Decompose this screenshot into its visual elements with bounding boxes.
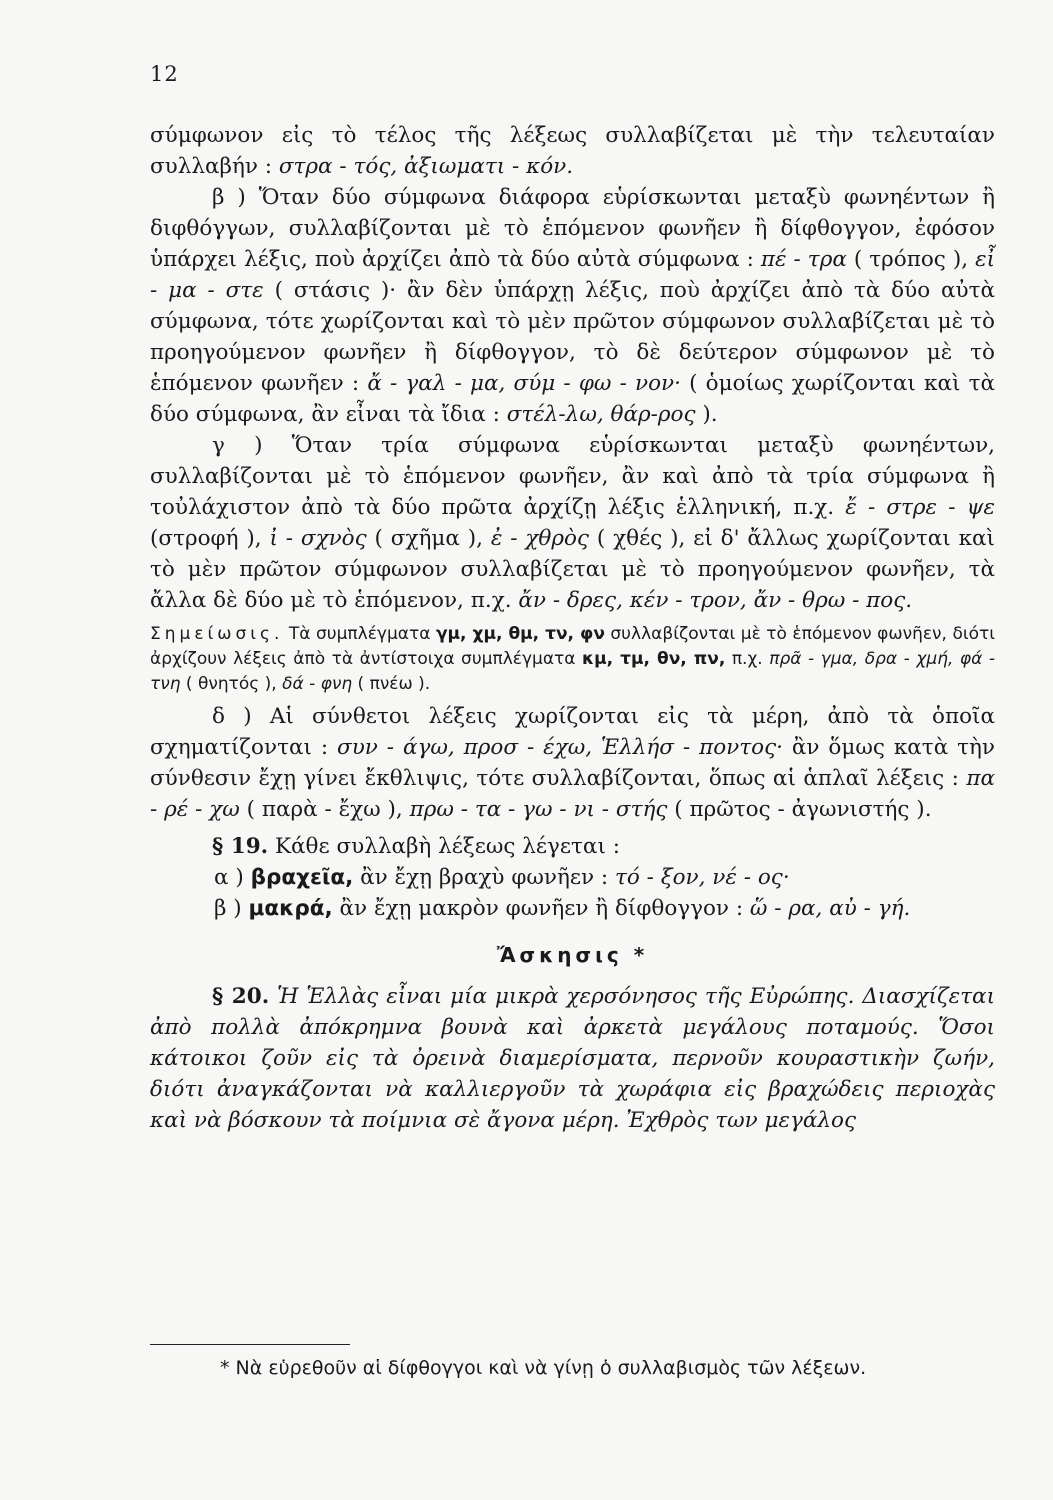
item-prefix: β ): [214, 896, 249, 921]
text-run: ἂν ἔχῃ βραχὺ φωνῆεν :: [353, 865, 615, 890]
text-run: ( στάσις )· ἂν δὲν ὑπάρχῃ λέξις, ποὺ ἀρχίζει ἀπὸ τὰ δύο αὐτὰ σύμφωνα, τότε χωρίζονται καὶ τὸ μὲν πρῶτον σύμφωνον συλλαβίζεται μὲ τὸ προηγούμενον φωνῆεν ἢ δίφθογγον, τὸ δὲ δεύτερον σύμφωνον μὲ τὸ ἑπόμενον φωνῆεν :: [150, 278, 995, 396]
text-run: σύμφωνον εἰς τὸ τέλος τῆς λέξεως συλλαβίζεται μὲ τὴν τελευταίαν συλλαβήν :: [150, 123, 995, 179]
example: ἔ - στρε - ψε: [845, 495, 995, 520]
clusters: κμ, τμ, θν, πν,: [582, 649, 726, 669]
text-run: ἂν ὅμως κατὰ τὴν σύνθεσιν ἔχῃ γίνει ἔκθλιψις, τότε συλλαβίζονται, ὅπως αἱ ἁπλαῖ λέξεις :: [150, 735, 995, 791]
term: μακρά,: [248, 896, 333, 921]
text-run: ( ὁμοίως χωρίζονται καὶ τὰ δύο σύμφωνα, ἂν εἶναι τὰ ἴδια :: [150, 371, 995, 427]
example: ὥ - ρα, αὐ - γή.: [749, 896, 911, 921]
text-run: ( πνέω ).: [352, 674, 431, 694]
text-run: ( παρὰ - ἔχω ),: [239, 797, 410, 822]
paragraph-1: [150, 120, 995, 182]
paragraph-delta: [150, 701, 995, 825]
text-run: ( χθές ), εἰ δ' ἄλλως χωρίζονται καὶ τὸ μὲν πρῶτον σύμφωνον συλλαβίζεται μὲ τὸ προηγούμενον φωνῆεν, τὰ ἄλλα δὲ δύο μὲ τὸ ἑπόμενον, π.χ.: [150, 526, 995, 613]
text-run: Ἡ Ἑλλὰς εἶναι μία μικρὰ χερσόνησος τῆς Εὐρώπης. Διασχίζεται ἀπὸ πολλὰ ἀπόκρημνα βουνὰ καὶ ἀρκετὰ μεγάλους ποταμούς. Ὅσοι κάτοικοι ζοῦν εἰς τὰ ὀρεινὰ διαμερίσματα, περνοῦν κουραστικὴν ζωήν, διότι ἀναγκάζονται νὰ καλλιεργοῦν τὰ χωράφια εἰς βραχώδεις περιοχὰς καὶ νὰ βόσκουν τὰ ποίμνια σὲ ἄγονα μέρη. Ἐχθρὸς των μεγάλος: [150, 984, 995, 1133]
text-run: Κάθε συλλαβὴ λέξεως λέγεται :: [268, 834, 620, 859]
exercise-heading: Ἄσκησις *: [496, 943, 649, 967]
body-text: [150, 120, 995, 1136]
paragraph-gamma: [150, 430, 995, 616]
paragraph-beta: [150, 182, 995, 430]
example: στέλ-λω, θάρ-ρος: [506, 402, 696, 427]
footnote: * Νὰ εὑρεθοῦν αἱ δίφθογγοι καὶ νὰ γίνῃ ὁ συλλαβισμὸς τῶν λέξεων.: [220, 1357, 867, 1379]
text-run: ( θνητός ),: [180, 674, 283, 694]
example: ἰ - σχνὸς: [269, 526, 367, 551]
text-run: (στροφή ),: [150, 526, 270, 551]
example: πα - ρέ - χω: [150, 766, 995, 822]
footnote-rule: [150, 1344, 350, 1345]
page-number: 12: [150, 62, 179, 86]
text-run: ( σχῆμα ),: [366, 526, 491, 551]
clusters: γμ, χμ, θμ, τν, φν: [435, 624, 605, 644]
example: συν - άγω, προσ - έχω, Ἑλλήσ - ποντος·: [337, 735, 783, 760]
item-prefix: α ): [214, 865, 251, 890]
text-run: γ ) Ὅταν τρία σύμφωνα εὑρίσκωνται μεταξὺ φωνηέντων, συλλαβίζονται μὲ τὸ ἑπόμενον φωνῆεν, ἂν καὶ ἀπὸ τὰ τρία σύμφωνα ἢ τοὐλάχιστον ἀπὸ τὰ δύο πρῶτα ἀρχίζῃ λέξις ἑλληνική, π.χ.: [150, 433, 995, 520]
text-run: π.χ.: [725, 649, 770, 669]
text-run: β ) Ὅταν δύο σύμφωνα διάφορα εὑρίσκωνται μεταξὺ φωνηέντων ἢ διφθόγγων, συλλαβίζονται μὲ τὸ ἑπόμενον φωνῆεν ἢ δίφθογγον, ἐφόσον ὑπάρχει λέξις, ποὺ ἀρχίζει ἀπὸ τὰ δύο αὐτὰ σύμφωνα :: [150, 185, 995, 272]
example: τό - ξον, νέ - ος·: [615, 865, 790, 890]
text-run: ( πρῶτος - ἀγωνιστής ).: [667, 797, 932, 822]
term: βραχεῖα,: [250, 865, 354, 890]
note: [150, 622, 995, 697]
example: πρᾶ - γμα, δρα - χμή, φά - τνη: [150, 649, 996, 694]
section-19: [150, 831, 995, 862]
text-run: ).: [695, 402, 718, 427]
text-run: ( τρόπος ),: [846, 247, 976, 272]
text-run: Τὰ συμπλέγματα: [283, 624, 436, 644]
text-run: δ ) Αἱ σύνθετοι λέξεις χωρίζονται εἰς τὰ μέρη, ἀπὸ τὰ ὁποῖα σχηματίζονται :: [150, 704, 995, 760]
example: στρα - τός, ἀξιωματι - κόν.: [278, 154, 574, 179]
list-item-long: [150, 893, 995, 924]
example: ἄν - δρες, κέν - τρον, ἄν - θρω - πος.: [518, 588, 913, 613]
text-run: ἂν ἔχῃ μακρὸν φωνῆεν ἢ δίφθογγον :: [332, 896, 750, 921]
note-title: Σημείωσις.: [150, 624, 284, 644]
example: ἐ - χθρὸς: [490, 526, 589, 551]
exercise-text: [150, 981, 995, 1136]
section-mark: § 20.: [212, 984, 270, 1009]
example: πρω - τα - γω - νι - στής: [409, 797, 668, 822]
section-mark: § 19.: [212, 834, 269, 859]
list-item-short: [150, 862, 995, 893]
example: ἄ - γαλ - μα, σύμ - φω - νον·: [367, 371, 681, 396]
example: πέ - τρα: [760, 247, 847, 272]
example: δά - φνη: [282, 674, 353, 694]
example: εἶ - μα - στε: [150, 247, 996, 303]
text-run: συλλαβίζονται μὲ τὸ ἑπόμενον φωνῆεν, διότι ἀρχίζουν λέξεις ἀπὸ τὰ ἀντίστοιχα συμπλέγματα: [150, 624, 995, 669]
